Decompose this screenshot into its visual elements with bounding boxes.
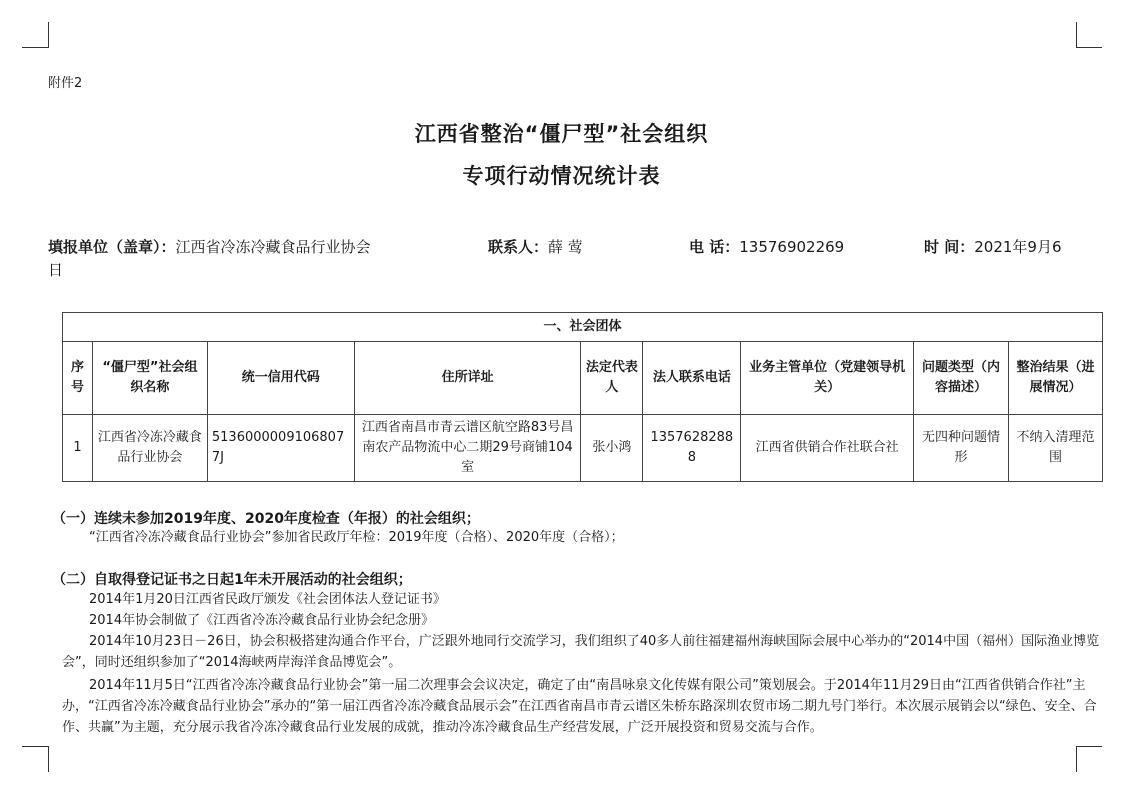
- crop-mark-top-right-v: [1076, 22, 1077, 48]
- phone-value: 13576902269: [739, 238, 845, 256]
- col-header-result: 整治结果（进展情况）: [1009, 342, 1103, 415]
- document-title: 江西省整治“僵尸型”社会组织: [414, 122, 709, 146]
- paragraph: 2014年10月23日－26日，协会积极搭建沟通合作平台，广泛跟外地同行交流学习，我们组织了40多人前往福建福州海峡国际会展中心举办的“2014中国（福州）国际渔业博览会”，同时还组织参加了“2014海峡两岸海洋食品博览会”。: [62, 634, 1100, 670]
- crop-mark-bottom-right-v: [1076, 746, 1077, 772]
- info-date: [924, 236, 1062, 257]
- paragraph: 2014年协会制做了《江西省冷冻冷藏食品行业协会纪念册》: [89, 613, 435, 628]
- cell-rep-phone: 13576282888: [643, 415, 741, 482]
- crop-mark-top-left-v: [48, 22, 49, 48]
- cell-address: 江西省南昌市青云谱区航空路83号昌南农产品物流中心二期29号商铺104室: [354, 415, 581, 482]
- crop-mark-bottom-right-h: [1076, 746, 1102, 747]
- info-contact: [488, 236, 583, 257]
- col-header-index: 序号: [63, 342, 93, 415]
- date-value: 2021年9月6: [974, 238, 1062, 256]
- info-phone: [689, 236, 844, 257]
- cell-issue-type: 无四种问题情形: [914, 415, 1009, 482]
- col-header-org-name: “僵尸型”社会组织名称: [92, 342, 207, 415]
- date-value-continued: 日: [48, 261, 64, 279]
- col-header-legal-rep: 法定代表人: [581, 342, 643, 415]
- cell-org-name: 江西省冷冻冷藏食品行业协会: [92, 415, 207, 482]
- phone-label: 电 话：: [689, 238, 740, 256]
- paragraph: 2014年11月5日“江西省冷冻冷藏食品行业协会”第一届二次理事会会议决定，确定了由“南昌咏泉文化传媒有限公司”策划展会。于2014年11月29日由“江西省供销合作社”主办，“江西省冷冻冷藏食品行业协会”承办的“第一届江西省冷冻冷藏食品展示会”在江西省南昌市青云谱区朱桥东路深圳农贸市场二期九号门举行。本次展示展销会以“绿色、安全、合作、共赢”为主题，充分展示我省冷冻冷藏食品行业发展的成就，推动冷冻冷藏食品生产经营发展，广泛开展投资和贸易交流与合作。: [62, 678, 1097, 735]
- cell-supervisor: 江西省供销合作社联合社: [741, 415, 914, 482]
- attachment-label: 附件2: [48, 76, 83, 91]
- col-header-rep-phone: 法人联系电话: [643, 342, 741, 415]
- col-header-issue-type: 问题类型（内容描述）: [914, 342, 1009, 415]
- col-header-address: 住所详址: [354, 342, 581, 415]
- unit-label: 填报单位（盖章）：: [48, 238, 176, 256]
- cell-index: 1: [63, 415, 93, 482]
- contact-value: 薛 莺: [548, 238, 583, 256]
- section-heading-2: （二）自取得登记证书之日起1年未开展活动的社会组织；: [52, 572, 412, 588]
- table-section-title: 一、社会团体: [63, 313, 1103, 342]
- cell-legal-rep: 张小鸿: [581, 415, 643, 482]
- cell-result: 不纳入清理范围: [1009, 415, 1103, 482]
- unit-value: 江西省冷冻冷藏食品行业协会: [175, 238, 371, 256]
- statistics-table: [62, 312, 1103, 482]
- info-unit: [48, 236, 371, 257]
- document-subtitle: 专项行动情况统计表: [462, 164, 661, 188]
- section-heading-1: （一）连续未参加2019年度、2020年度检查（年报）的社会组织；: [52, 511, 480, 527]
- cell-credit-code: 51360000091068077J: [207, 415, 354, 482]
- crop-mark-top-left-h: [22, 47, 49, 48]
- crop-mark-top-right-h: [1076, 47, 1102, 48]
- table-row: [63, 415, 1103, 482]
- paragraph: “江西省冷冻冷藏食品行业协会”参加省民政厅年检：2019年度（合格）、2020年度（合格）；: [89, 530, 624, 545]
- col-header-supervisor: 业务主管单位（党建领导机关）: [741, 342, 914, 415]
- crop-mark-bottom-left-v: [48, 746, 49, 772]
- crop-mark-bottom-left-h: [22, 746, 49, 747]
- date-label: 时 间：: [924, 238, 975, 256]
- paragraph: 2014年1月20日江西省民政厅颁发《社会团体法人登记证书》: [89, 592, 446, 607]
- col-header-credit-code: 统一信用代码: [207, 342, 354, 415]
- contact-label: 联系人：: [488, 238, 549, 256]
